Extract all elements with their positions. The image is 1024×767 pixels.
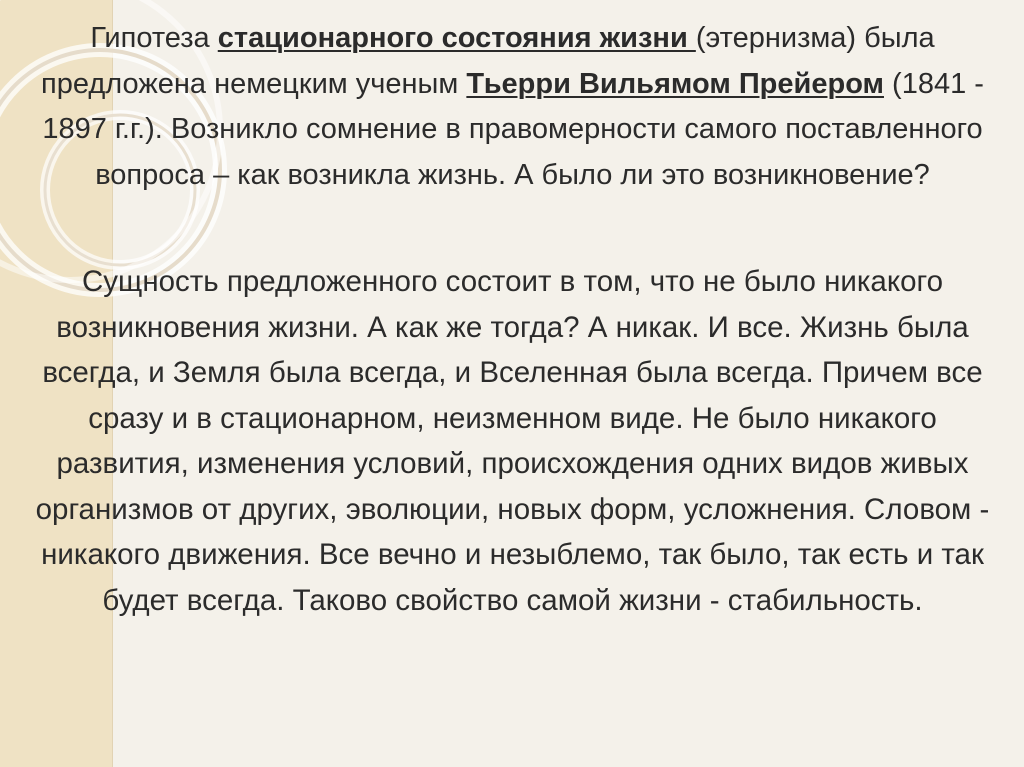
intro-text-1: Гипотеза	[90, 22, 218, 54]
intro-text-2: (этернизма) была предложена немецким ученым	[41, 22, 935, 100]
intro-text-3: (1841 - 1897 г.г.). Возникло сомнение в правомерности самого поставленного вопроса – как возникла жизнь. А было ли это возникновение?	[42, 67, 984, 191]
intro-paragraph	[20, 16, 1005, 198]
main-paragraph: Сущность предложенного состоит в том, что не было никакого возникновения жизни. А как же тогда? А никак. И все. Жизнь была всегда, и Земля была всегда, и Вселенная была всегда. Причем все сразу и в стационарном, неизменном виде. Не было никакого развития, изменения условий, происхождения одних видов живых организмов от других, эволюции, новых форм, усложнения. Словом - никакого движения. Все вечно и незыблемо, так было, так есть и так будет всегда. Таково свойство самой жизни - стабильность.	[35, 265, 990, 617]
hypothesis-term: стационарного состояния жизни	[217, 22, 696, 54]
scientist-name: Тьерри Вильямом Прейером	[466, 67, 884, 100]
